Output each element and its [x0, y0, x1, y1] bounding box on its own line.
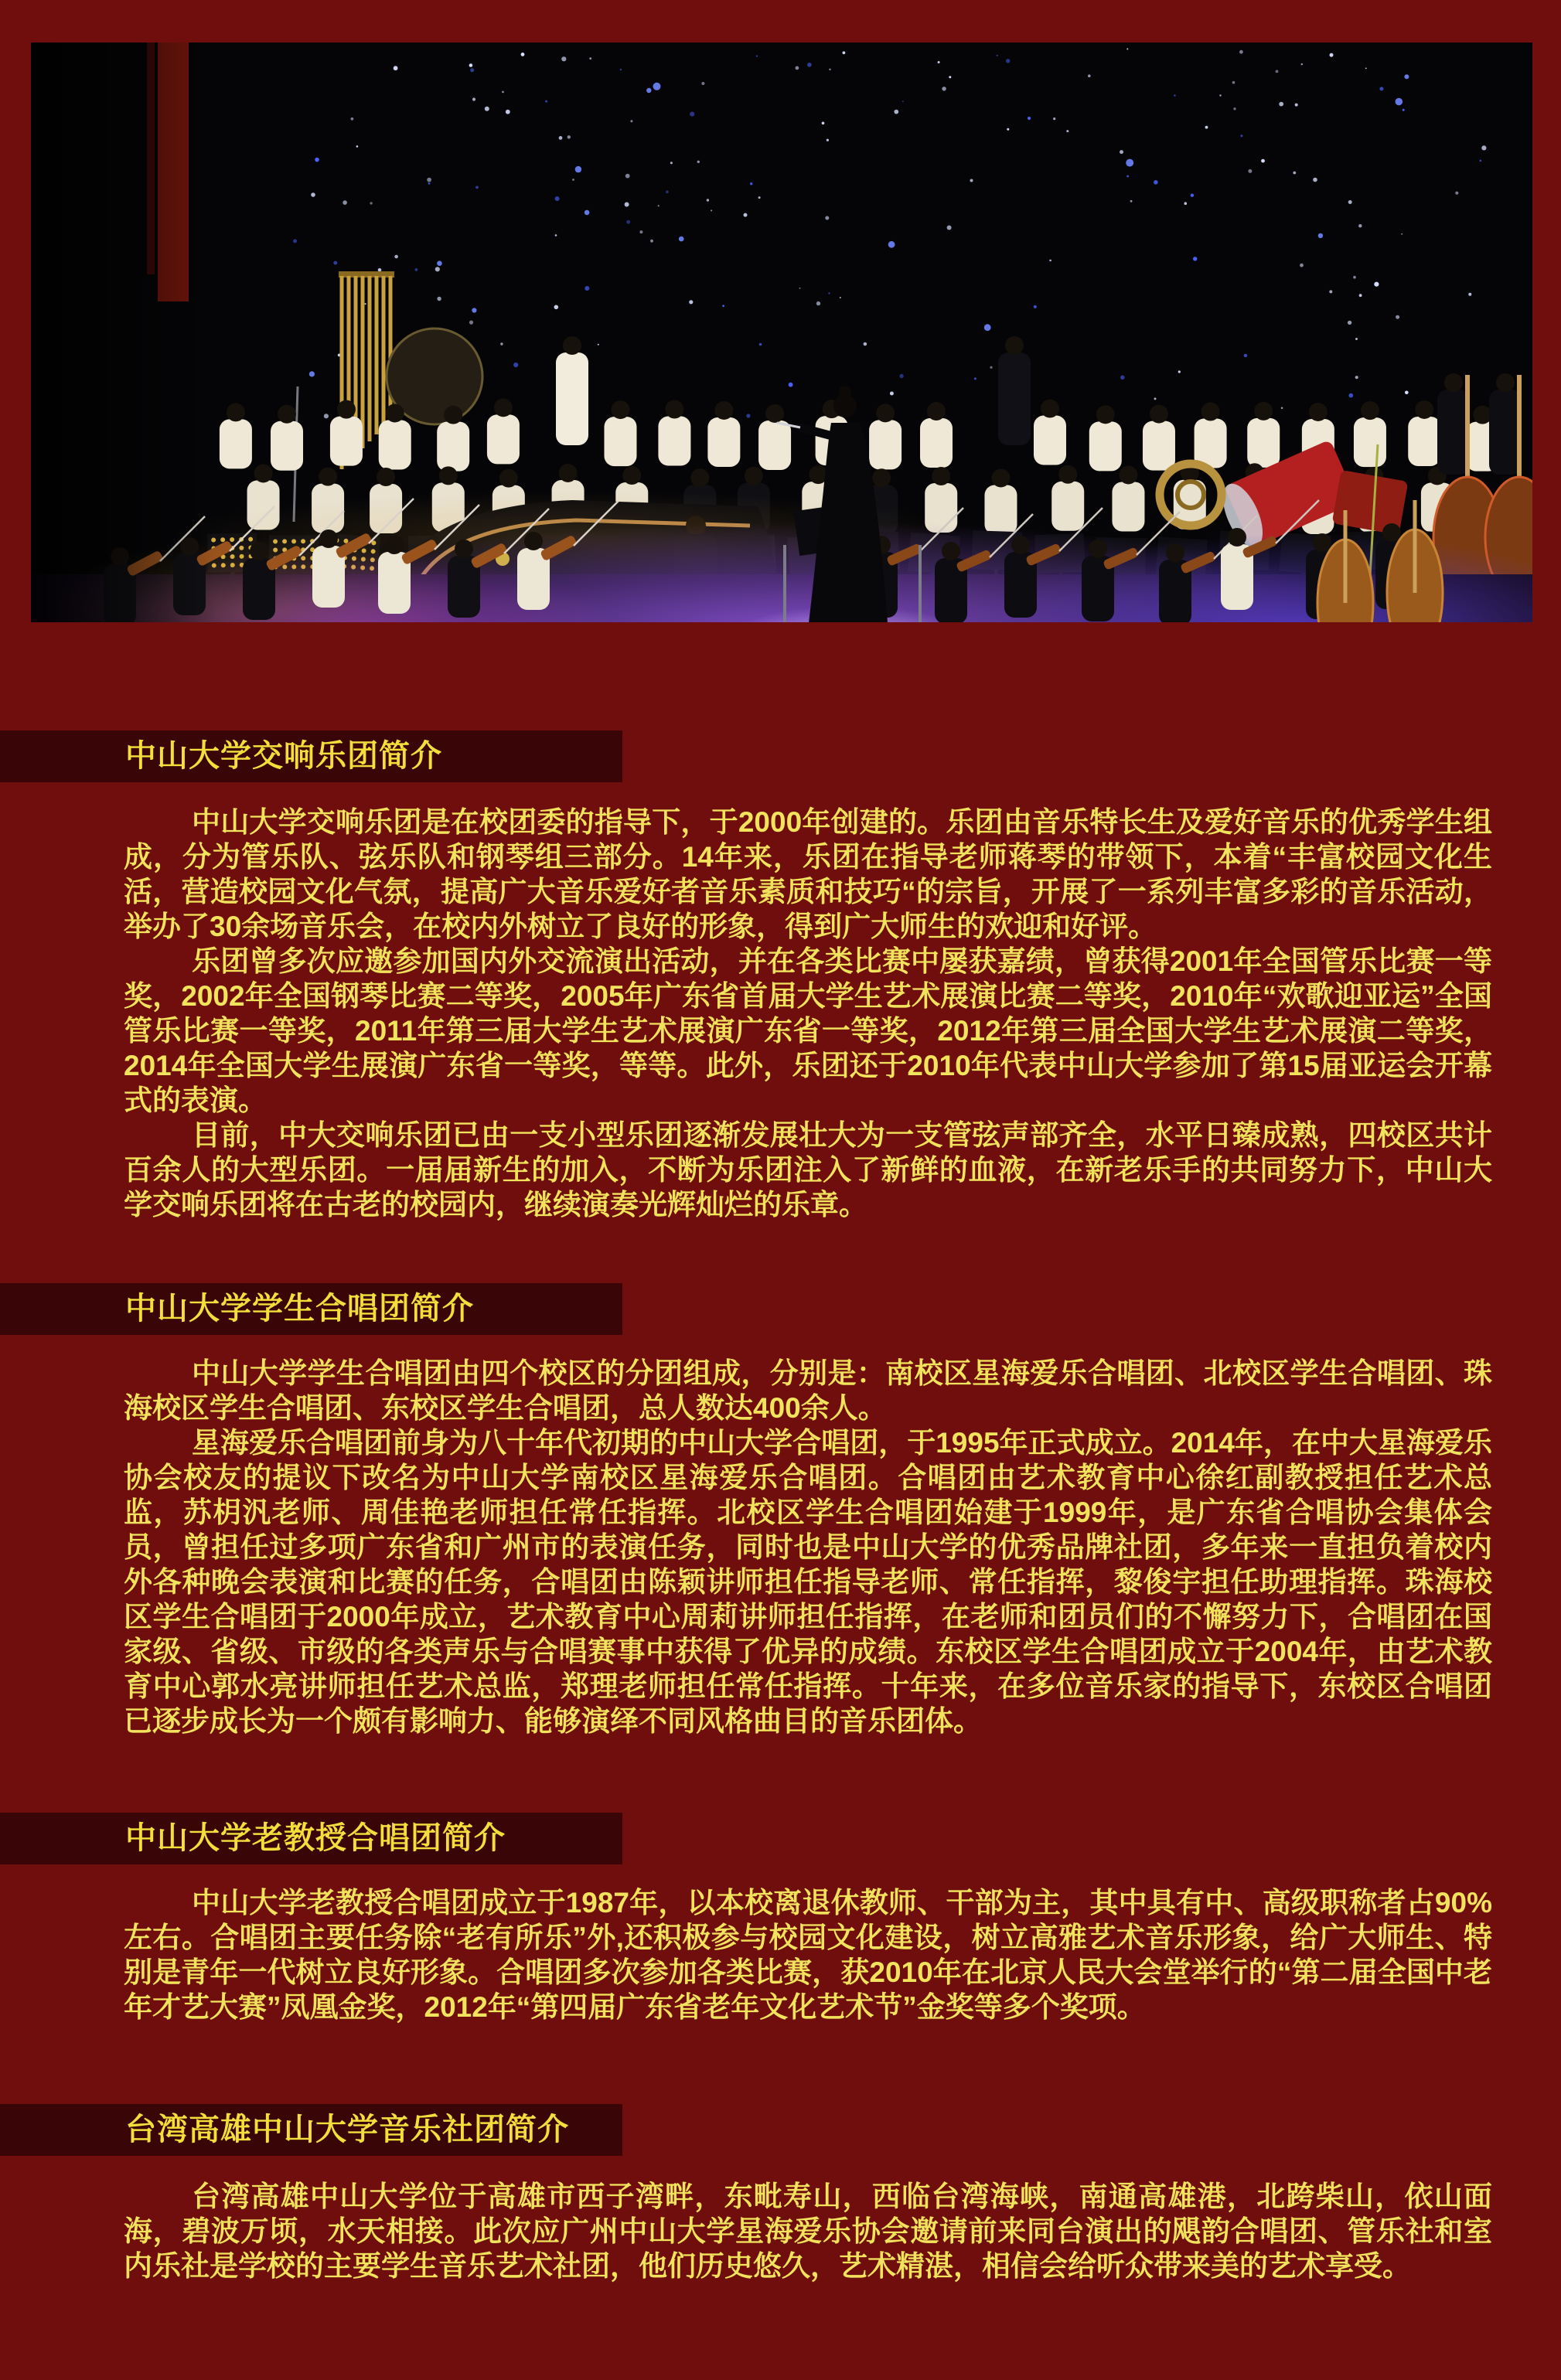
section-title: 台湾高雄中山大学音乐社团简介	[125, 2113, 569, 2147]
orchestra-photo-art	[31, 43, 1532, 622]
paragraph: 星海爱乐合唱团前身为八十年代初期的中山大学合唱团，于1995年正式成立。2014年，在中大星海爱乐协会校友的提议下改名为中山大学南校区星海爱乐合唱团。合唱团由艺术教育中心徐红副教授担任艺术总监，苏枂汎老师、周佳艳老师担任常任指挥。北校区学生合唱团始建于1999年，是广东省合唱协会集体会员，曾担任过多项广东省和广州市的表演任务，同时也是中山大学的优秀品牌社团，多年来一直担负着校内外各种晚会表演和比赛的任务，合唱团由陈颖讲师担任指导老师、常任指挥，黎俊宇担任助理指挥。珠海校区学生合唱团于2000年成立，艺术教育中心周莉讲师担任指挥，在老师和团员们的不懈努力下，合唱团在国家级、省级、市级的各类声乐与合唱赛事中获得了优异的成绩。东校区学生合唱团成立于2004年，由艺术教育中心郭水亮讲师担任艺术总监，郑理老师担任常任指挥。十年来，在多位音乐家的指导下，东校区合唱团已逐步成长为一个颇有影响力、能够演绎不同风格曲目的音乐团体。	[124, 1427, 1492, 1737]
section-body-student-choir	[124, 1356, 1492, 1738]
section-title: 中山大学交响乐团简介	[125, 739, 442, 773]
section-title-bar-kaohsiung	[0, 2104, 622, 2156]
section-body-kaohsiung	[124, 2179, 1492, 2283]
paragraph: 中山大学老教授合唱团成立于1987年，以本校离退休教师、干部为主，其中具有中、高级职称者占90%左右。合唱团主要任务除“老有所乐”外,还积极参与校园文化建设，树立高雅艺术音乐形象，给广大师生、特别是青年一代树立良好形象。合唱团多次参加各类比赛，获2010年在北京人民大会堂举行的“第二届全国中老年才艺大赛”凤凰金奖，2012年“第四届广东省老年文化艺术节”金奖等多个奖项。	[124, 1887, 1492, 2023]
section-body-professors-choir	[124, 1885, 1492, 2024]
paragraph: 台湾高雄中山大学位于高雄市西子湾畔，东毗寿山，西临台湾海峡，南通高雄港，北跨柴山，依山面海，碧波万顷，水天相接。此次应广州中山大学星海爱乐协会邀请前来同台演出的飓韵合唱团、管乐社和室内乐社是学校的主要学生音乐艺术社团，他们历史悠久，艺术精湛，相信会给听众带来美的艺术享受。	[124, 2181, 1492, 2282]
left-vignette	[31, 43, 216, 622]
section-title: 中山大学学生合唱团简介	[125, 1292, 474, 1326]
paragraph: 中山大学交响乐团是在校团委的指导下，于2000年创建的。乐团由音乐特长生及爱好音乐的优秀学生组成，分为管乐队、弦乐队和钢琴组三部分。14年来，乐团在指导老师蒋琴的带领下，本着“丰富校园文化生活，营造校园文化气氛，提高广大音乐爱好者音乐素质和技巧“的宗旨，开展了一系列丰富多彩的音乐活动，举办了30余场音乐会，在校内外树立了良好的形象，得到广大师生的欢迎和好评。	[124, 806, 1492, 942]
paragraph: 乐团曾多次应邀参加国内外交流演出活动，并在各类比赛中屡获嘉绩，曾获得2001年全国管乐比赛一等奖，2002年全国钢琴比赛二等奖，2005年广东省首届大学生艺术展演比赛二等奖，2010年“欢歌迎亚运”全国管乐比赛一等奖，2011年第三届大学生艺术展演广东省一等奖，2012年第三届全国大学生艺术展演二等奖，2014年全国大学生展演广东省一等奖，等等。此外，乐团还于2010年代表中山大学参加了第15届亚运会开幕式的表演。	[124, 945, 1492, 1116]
section-title: 中山大学老教授合唱团简介	[125, 1821, 506, 1855]
section-title-bar-student-choir	[0, 1283, 622, 1335]
paragraph: 目前，中大交响乐团已由一支小型乐团逐渐发展壮大为一支管弦声部齐全，水平日臻成熟，四校区共计百余人的大型乐团。一届届新生的加入，不断为乐团注入了新鲜的血液，在新老乐手的共同努力下，中山大学交响乐团将在古老的校园内，继续演奏光辉灿烂的乐章。	[124, 1119, 1492, 1221]
section-title-bar-professors-choir	[0, 1813, 622, 1864]
paragraph: 中山大学学生合唱团由四个校区的分团组成，分别是：南校区星海爱乐合唱团、北校区学生合唱团、珠海校区学生合唱团、东校区学生合唱团，总人数达400余人。	[124, 1357, 1492, 1424]
section-body-symphony	[124, 805, 1492, 1222]
orchestra-photo	[31, 43, 1532, 622]
section-title-bar-symphony	[0, 730, 622, 782]
